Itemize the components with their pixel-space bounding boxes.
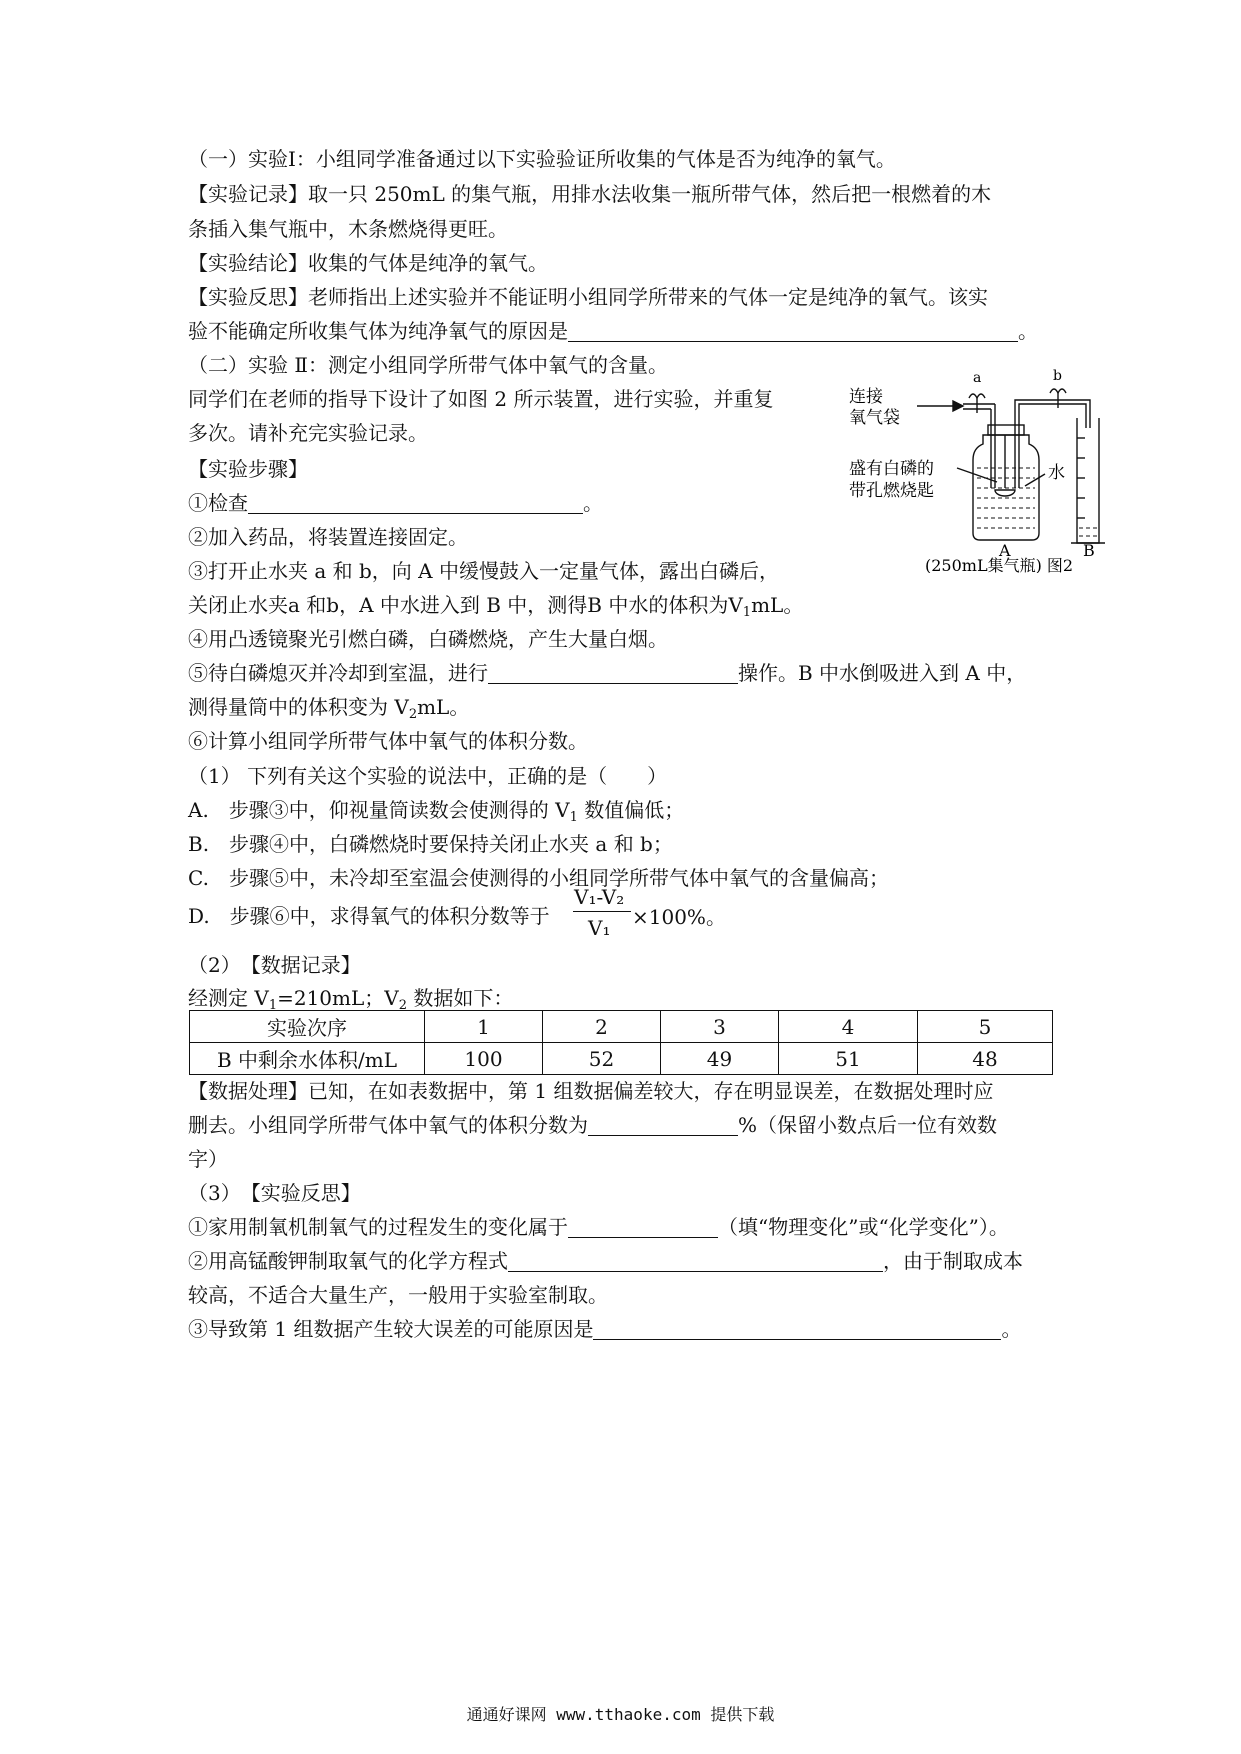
fraction-times <box>632 901 726 930</box>
reflection-1-text: ①家用制氧机制氧气的过程发生的变化属于 <box>188 1215 568 1239</box>
connect-label-2: 氧气袋 <box>849 408 900 428</box>
fraction-denominator: V₁ <box>588 916 611 940</box>
spoon-label-2: 带孔燃烧匙 <box>849 481 934 501</box>
option-a-text: A. 步骤③中，仰视量筒读数会使测得的 V <box>188 798 570 822</box>
apparatus-diagram <box>845 368 1130 573</box>
subscript: 2 <box>408 707 418 722</box>
steps-title: 【实验步骤】 <box>188 457 308 481</box>
label-b: b <box>1053 368 1062 384</box>
label-a: a <box>973 370 982 386</box>
connect-label-1: 连接 <box>849 387 883 407</box>
step-3-unit: mL。 <box>751 593 804 617</box>
q3-title: （3） 【实验反思】 <box>188 1181 361 1205</box>
table-cell: 49 <box>661 1043 779 1075</box>
table-cell: 51 <box>779 1043 918 1075</box>
step-5-measure: 测得量筒中的体积变为 V <box>188 695 409 719</box>
process-text-end: %（保留小数点后一位有效数 <box>738 1113 998 1137</box>
given-text-end: 数据如下： <box>407 986 514 1010</box>
part1-heading: （一）实验Ⅰ：小组同学准备通过以下实验验证所收集的气体是否为纯净的氧气。 <box>188 147 896 171</box>
q1-option-a[interactable] <box>188 795 684 833</box>
arrow-head <box>953 401 963 411</box>
option-a-text-end: 数值偏低； <box>577 798 685 822</box>
q1-stem: （1） 下列有关这个实验的说法中，正确的是（ ） <box>188 764 668 788</box>
table-row <box>190 1043 1053 1075</box>
step-5-text-end: 操作。B 中水倒吸进入到 A 中， <box>738 661 1027 685</box>
given-text-mid: =210mL；V <box>277 986 399 1010</box>
clamp-b-icon <box>1050 389 1066 393</box>
process-line-2 <box>188 1110 997 1140</box>
record-line-1: 【实验记录】取一只 250mL 的集气瓶，用排水法收集一瓶所带气体，然后把一根燃着的木 <box>188 182 992 206</box>
label-A: A <box>999 541 1011 560</box>
step-4: ④用凸透镜聚光引燃白磷，白磷燃烧，产生大量白烟。 <box>188 627 668 651</box>
step-5-line-1 <box>188 658 1026 688</box>
reflection-3-text: ③导致第 1 组数据产生较大误差的可能原因是 <box>188 1317 594 1341</box>
subscript: 1 <box>742 605 752 620</box>
times-100: ×100% <box>632 905 706 929</box>
step-3-text: 关闭止水夹a 和b，A 中水进入到 B 中，测得B 中水的体积为V <box>188 593 743 617</box>
step-3-line-1: ③打开止水夹 a 和 b，向 A 中缓慢鼓入一定量气体，露出白磷后， <box>188 559 779 583</box>
q1-option-d[interactable] <box>188 901 550 931</box>
subscript: 1 <box>268 998 278 1013</box>
step-5-text: ⑤待白磷熄灭并冷却到室温，进行 <box>188 661 488 685</box>
answer-blank-error-cause[interactable] <box>593 1317 1001 1340</box>
fraction-bar <box>573 911 631 912</box>
reflection-2 <box>188 1246 1023 1276</box>
table-cell: 48 <box>918 1043 1053 1075</box>
spoon-label-1: 盛有白磷的 <box>849 459 934 479</box>
step-1-text: ①检查 <box>188 491 248 515</box>
reflection-2-text-end: ，由于制取成本 <box>883 1249 1023 1273</box>
clamp-a-icon <box>969 394 985 398</box>
q1-option-b[interactable]: B. 步骤④中，白磷燃烧时要保持关闭止水夹 a 和 b； <box>188 832 673 856</box>
process-line-1: 【数据处理】已知，在如表数据中，第 1 组数据偏差较大，存在明显误差，在数据处理时应 <box>188 1079 994 1103</box>
table-row <box>190 1011 1053 1043</box>
answer-blank-equation[interactable] <box>508 1249 883 1272</box>
answer-blank-change-type[interactable] <box>568 1215 718 1238</box>
water-label: 水 <box>1048 463 1065 483</box>
reflection-line-2 <box>188 316 1038 346</box>
punct: 。 <box>1018 319 1038 343</box>
intro-line-2: 多次。请补充完实验记录。 <box>188 421 428 445</box>
reflection-1-text-end: （填“物理变化”或“化学变化”）。 <box>718 1215 1009 1239</box>
figure-caption: (250mL集气瓶) 图2 <box>925 556 1074 573</box>
answer-blank-check[interactable] <box>248 491 583 514</box>
table-header-cell: 4 <box>779 1011 918 1043</box>
punct: 。 <box>1001 1317 1022 1341</box>
reflection-2-line-2: 较高，不适合大量生产，一般用于实验室制取。 <box>188 1283 608 1307</box>
process-line-3: 字） <box>188 1147 228 1171</box>
table-cell: B 中剩余水体积/mL <box>190 1043 425 1075</box>
subscript: 2 <box>398 998 407 1013</box>
table-header-cell: 2 <box>543 1011 661 1043</box>
table-cell: 52 <box>543 1043 661 1075</box>
data-table <box>189 1010 1053 1075</box>
reflection-3 <box>188 1314 1021 1344</box>
table-header-cell: 1 <box>425 1011 543 1043</box>
table-header-cell: 3 <box>661 1011 779 1043</box>
option-d-text: D. 步骤⑥中，求得氧气的体积分数等于 <box>188 904 550 928</box>
process-text: 删去。小组同学所带气体中氧气的体积分数为 <box>188 1113 588 1137</box>
table-header-cell: 5 <box>918 1011 1053 1043</box>
step-2: ②加入药品，将装置连接固定。 <box>188 525 468 549</box>
label-B: B <box>1083 541 1095 560</box>
reflection-text: 验不能确定所收集气体为纯净氧气的原因是 <box>188 319 568 343</box>
cylinder-B <box>1077 418 1099 543</box>
footer-source: 通通好课网 www.tthaoke.com 提供下载 <box>466 1705 775 1724</box>
answer-blank-percent[interactable] <box>588 1113 738 1136</box>
reflection-1 <box>188 1212 1009 1242</box>
q2-title: （2） 【数据记录】 <box>188 953 361 977</box>
fraction-numerator: V₁-V₂ <box>574 885 625 909</box>
punct: 。 <box>583 491 603 515</box>
conclusion-line: 【实验结论】收集的气体是纯净的氧气。 <box>188 251 548 275</box>
step-5-line-2 <box>188 692 469 730</box>
spoon <box>995 490 1015 496</box>
subscript: 1 <box>569 810 578 825</box>
reflection-2-text: ②用高锰酸钾制取氧气的化学方程式 <box>188 1249 508 1273</box>
answer-blank-reason[interactable] <box>568 319 1018 342</box>
step-5-unit: mL。 <box>417 695 470 719</box>
part2-heading: （二）实验 Ⅱ：测定小组同学所带气体中氧气的含量。 <box>188 353 668 377</box>
table-cell: 100 <box>425 1043 543 1075</box>
record-line-2: 条插入集气瓶中，木条燃烧得更旺。 <box>188 217 508 241</box>
table-header-cell: 实验次序 <box>190 1011 425 1043</box>
given-text: 经测定 V <box>188 986 269 1010</box>
q1-option-c[interactable]: C. 步骤⑤中，未冷却至室温会使测得的小组同学所带气体中氧气的含量偏高； <box>188 866 889 890</box>
reflection-line-1: 【实验反思】老师指出上述实验并不能证明小组同学所带来的气体一定是纯净的氧气。该实 <box>188 285 988 309</box>
step-3-line-2 <box>188 590 803 628</box>
step-1 <box>188 488 603 518</box>
punct: 。 <box>705 905 726 929</box>
answer-blank-operation[interactable] <box>488 661 738 684</box>
intro-line-1: 同学们在老师的指导下设计了如图 2 所示装置，进行实验，并重复 <box>188 387 774 411</box>
step-6: ⑥计算小组同学所带气体中氧气的体积分数。 <box>188 729 588 753</box>
